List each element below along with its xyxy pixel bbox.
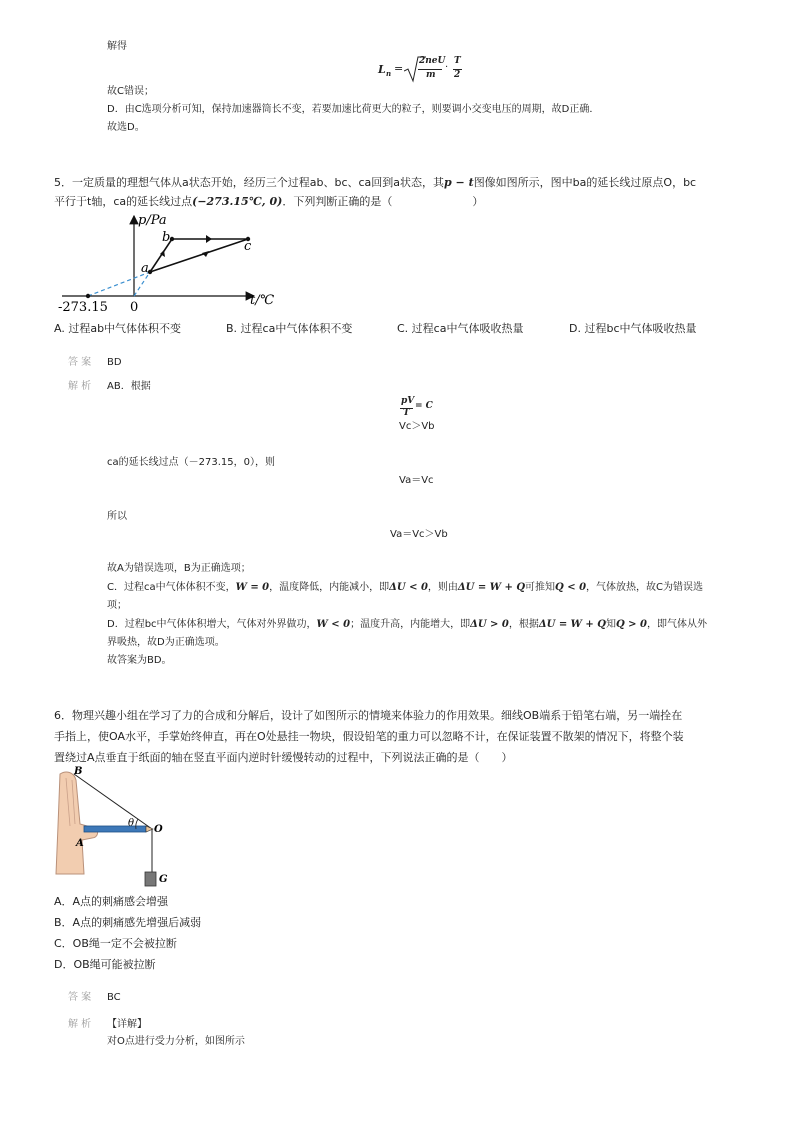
q5-stem-pt2: (−273.15℃, 0) bbox=[192, 195, 283, 208]
sol-c1m1: W = 0 bbox=[235, 582, 270, 593]
q5-stem-1a: 5．一定质量的理想气体从a状态开始，经历三个过程ab、bc、ca回到a状态，其 bbox=[54, 176, 445, 189]
q5-answer: BD bbox=[107, 357, 122, 368]
label-b: B bbox=[74, 766, 83, 777]
prev-line-ans: 故选D。 bbox=[107, 122, 145, 133]
point-b bbox=[170, 237, 174, 241]
q5-analysis-label: 解 析 bbox=[68, 381, 92, 392]
q5-option-a: A. 过程ab中气体体积不变 bbox=[54, 322, 182, 335]
pencil-body bbox=[84, 826, 146, 832]
q6-stem-line-2: 手指上，使OA水平，手掌始终伸直，再在O处悬挂一物块，假设铅笔的重力可以忽略不计，在保证装置不散架的情况下，将整个装 bbox=[54, 730, 684, 743]
sol-d1m2: ΔU > 0 bbox=[470, 619, 509, 630]
arrow-ca-icon bbox=[202, 251, 209, 257]
prev-line-c: 故C错误； bbox=[107, 86, 154, 97]
point-b-label: b bbox=[162, 230, 171, 245]
q6-option-c: C．OB绳一定不会被拉断 bbox=[54, 937, 177, 950]
sol-d1b: ；温度升高，内能增大，即 bbox=[350, 619, 471, 630]
arrow-bc-icon bbox=[206, 235, 212, 243]
q6-answer-label: 答 案 bbox=[68, 992, 92, 1003]
q5-stem-2b: ．下列判断正确的是（ bbox=[282, 195, 393, 208]
block-g bbox=[145, 872, 156, 886]
sol-d1m1: W < 0 bbox=[316, 619, 351, 630]
formula-dot: · bbox=[445, 62, 449, 73]
origin-label: 0 bbox=[130, 300, 139, 315]
y-axis-label: p/Pa bbox=[138, 213, 167, 228]
formula-den: m bbox=[426, 70, 436, 80]
sol-frac-eq: = C bbox=[415, 401, 433, 411]
q5-stem-2a: 平行于t轴，ca的延长线过点 bbox=[54, 195, 193, 208]
label-theta: θ bbox=[128, 818, 135, 829]
q5-stem-line-2 bbox=[54, 193, 744, 211]
sol-d1d: 知 bbox=[605, 619, 616, 630]
point-a-label: a bbox=[141, 261, 149, 276]
q6-hand-pencil-figure bbox=[52, 766, 177, 890]
formula-num: 2neU bbox=[419, 56, 446, 66]
q5-sol-ca: ca的延长线过点（－273.15，0），则 bbox=[107, 457, 275, 468]
sol-c1e: ，气体放热，故C为错误选 bbox=[586, 582, 704, 593]
formula-lhs: L bbox=[378, 63, 386, 76]
q5-option-d: D. 过程bc中气体吸收热量 bbox=[569, 322, 697, 335]
sol-d1c: ，根据 bbox=[508, 619, 539, 630]
label-o: O bbox=[154, 824, 163, 835]
q5-stem-pt: p − t bbox=[444, 176, 474, 189]
formula-eq: = bbox=[394, 62, 404, 75]
q6-option-d: D．OB绳可能被拉断 bbox=[54, 958, 156, 971]
q5-sol-vc-vb: Vc＞Vb bbox=[399, 421, 435, 432]
q6-stem-line-1: 6．物理兴趣小组在学习了力的合成和分解后，设计了如图所示的情境来体验力的作用效果。细线OB端系于铅笔右端，另一端拴在 bbox=[54, 709, 683, 722]
q6-answer: BC bbox=[107, 992, 121, 1003]
q6-option-a: A．A点的刺痛感会增强 bbox=[54, 895, 169, 908]
q6-sol-1: 对O点进行受力分析，如图所示 bbox=[107, 1036, 245, 1047]
sol-c1c: ，则由 bbox=[427, 582, 458, 593]
label-a: A bbox=[76, 838, 84, 849]
formula-two: 2 bbox=[454, 70, 461, 80]
q6-option-b: B．A点的刺痛感先增强后减弱 bbox=[54, 916, 202, 929]
formula-t: T bbox=[454, 56, 461, 66]
label-g: G bbox=[159, 874, 168, 885]
q5-sol-c-line-1 bbox=[107, 581, 703, 595]
q5-stem-line-1 bbox=[54, 174, 744, 192]
q5-sol-d-line-2: 界吸热，故D为正确选项。 bbox=[107, 637, 225, 648]
sol-c1m3: ΔU = W + Q bbox=[457, 582, 526, 593]
q5-sol-c-line-2: 项； bbox=[107, 600, 127, 611]
string-ob bbox=[74, 774, 152, 829]
formula-sub: n bbox=[386, 69, 392, 78]
q5-sol-ab: 故A为错误选项，B为正确选项； bbox=[107, 563, 251, 574]
q5-option-b: B. 过程ca中气体体积不变 bbox=[226, 322, 353, 335]
q6-sol-title: 【详解】 bbox=[107, 1019, 147, 1030]
q5-sol-va-vc-vb: Va＝Vc＞Vb bbox=[390, 529, 448, 540]
hand-shape bbox=[56, 772, 98, 874]
q5-pt-graph bbox=[54, 210, 294, 315]
point-c-label: c bbox=[244, 239, 252, 254]
sol-c1b: ，温度降低，内能减小，即 bbox=[269, 582, 390, 593]
prev-formula bbox=[378, 55, 468, 85]
q5-answer-label: 答 案 bbox=[68, 357, 92, 368]
q5-sol-va-vc: Va＝Vc bbox=[399, 475, 434, 486]
point-neg bbox=[86, 294, 90, 298]
sol-c1m2: ΔU < 0 bbox=[389, 582, 428, 593]
q5-stem-2c: ） bbox=[472, 195, 484, 208]
sol-frac-den: T bbox=[403, 408, 410, 418]
q6-analysis-label: 解 析 bbox=[68, 1019, 92, 1030]
q6-stem-line-3: 置绕过A点垂直于纸面的轴在竖直平面内逆时针缓慢转动的过程中，下列说法正确的是（ ） bbox=[54, 751, 513, 764]
sol-d1a: D．过程bc中气体体积增大，气体对外界做功， bbox=[107, 619, 317, 630]
prev-label: 解得 bbox=[107, 41, 127, 52]
sol-d1m4: Q > 0 bbox=[615, 619, 647, 630]
sol-d1e: ，即气体从外 bbox=[646, 619, 707, 630]
sol-d1m3: ΔU = W + Q bbox=[538, 619, 606, 630]
sol-c1d: 可推知 bbox=[525, 582, 556, 593]
q5-sol-1: AB．根据 bbox=[107, 381, 151, 392]
q5-sol-d-line-1 bbox=[107, 618, 707, 632]
prev-line-d: D．由C选项分析可知，保持加速器筒长不变，若要加速比荷更大的粒子，则要调小交变电压的周期，故D正确． bbox=[107, 104, 600, 115]
sol-frac-num: pV bbox=[401, 396, 415, 406]
neg-tick-label: -273.15 bbox=[58, 300, 108, 315]
q5-sol-so: 所以 bbox=[107, 511, 127, 522]
x-axis-label: t/℃ bbox=[250, 293, 275, 308]
q5-sol-fraction bbox=[400, 397, 450, 421]
q5-sol-end: 故答案为BD。 bbox=[107, 655, 172, 666]
sol-c1m4: Q < 0 bbox=[555, 582, 587, 593]
q5-stem-1b: 图像如图所示，图中ba的延长线过原点O，bc bbox=[473, 176, 697, 189]
q5-option-c: C. 过程ca中气体吸收热量 bbox=[397, 322, 524, 335]
sol-c1a: C．过程ca中气体体积不变， bbox=[107, 582, 236, 593]
